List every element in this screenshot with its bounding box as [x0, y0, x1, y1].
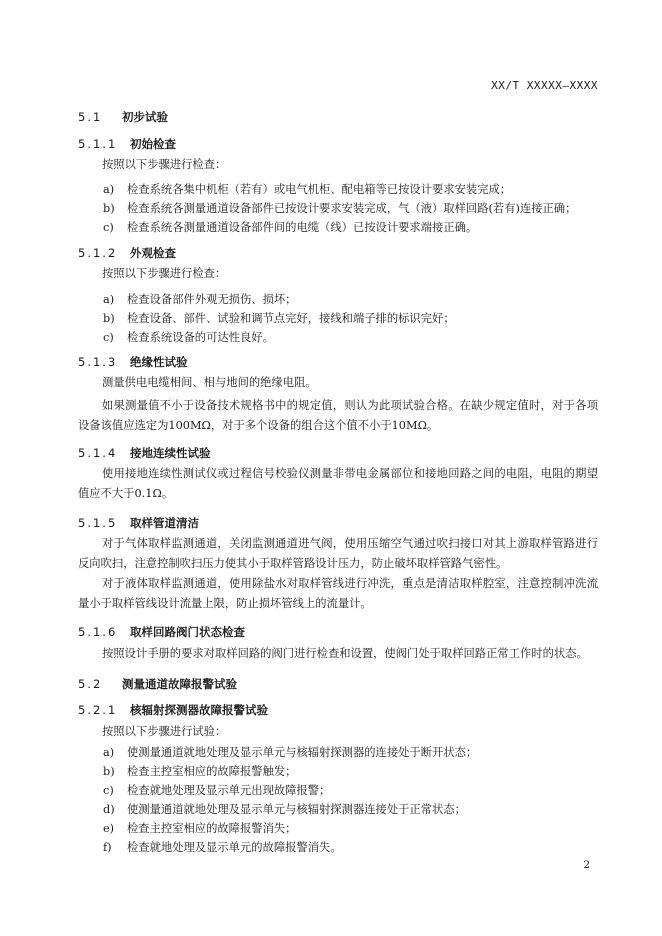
list-item: c) 检查系统各测量通道设备部件间的电缆（线）已按设计要求端接正确。 [103, 221, 478, 234]
list-item: f) 检查就地处理及显示单元的故障报警消失。 [103, 841, 342, 854]
standard-code-header: XX/T XXXXX—XXXX [491, 79, 598, 92]
list-item: a) 检查系统各集中机柜（若有）或电气机柜、配电箱等已按设计要求安装完成； [103, 183, 512, 196]
list-item: b) 检查系统各测量通道设备部件已按设计要求安装完成，气（液）取样回路(若有)连接正确； [103, 202, 577, 215]
paragraph: 测量供电电缆相间、相与地间的绝缘电阻。 [102, 376, 317, 389]
list-item: a) 检查设备部件外观无损伤、损坏； [103, 293, 297, 306]
list-item: a) 使测量通道就地处理及显示单元与核辐射探测器的连接处于断开状态； [103, 746, 478, 759]
heading-5-1-1: 5.1.1 初始检查 [78, 137, 176, 151]
list-item: c) 检查系统设备的可达性良好。 [103, 331, 274, 344]
list-item: b) 检查设备、部件、试验和调节点完好，接线和端子排的标识完好； [103, 312, 455, 325]
heading-5-1-6: 5.1.6 取样回路阀门状态检查 [78, 625, 245, 639]
paragraph-5-1-1-intro: 按照以下步骤进行检查： [102, 158, 227, 171]
list-item: b) 检查主控室相应的故障报警触发； [103, 765, 297, 778]
heading-5-1: 5.1 初步试验 [78, 110, 168, 124]
list-item: c) 检查就地处理及显示单元出现故障报警； [103, 784, 331, 797]
list-item: e) 检查主控室相应的故障报警消失； [103, 822, 297, 835]
paragraph: 使用接地连续性测试仪或过程信号校验仪测量非带电金属部位和接地回路之间的电阻，电阻的期望值应不大于0.1Ω。 [78, 467, 598, 500]
page-number: 2 [583, 859, 590, 871]
heading-5-2: 5.2 测量通道故障报警试验 [78, 677, 237, 691]
heading-5-1-4: 5.1.4 接地连续性试验 [78, 446, 211, 460]
list-item: d) 使测量通道就地处理及显示单元与核辐射探测器连接处于正常状态； [103, 803, 466, 816]
paragraph: 对于液体取样监测通道，使用除盐水对取样管线进行冲洗，重点是清洁取样腔室，注意控制冲洗流量小于取样管线设计流量上限，防止损坏管线上的流量计。 [78, 577, 598, 610]
heading-5-1-5: 5.1.5 取样管道清洁 [78, 516, 199, 530]
heading-5-1-2: 5.1.2 外观检查 [78, 246, 176, 260]
paragraph-5-2-1-intro: 按照以下步骤进行试验： [102, 725, 227, 738]
heading-5-2-1: 5.2.1 核辐射探测器故障报警试验 [78, 703, 268, 717]
paragraph: 按照设计手册的要求对取样回路的阀门进行检查和设置，使阀门处于取样回路正常工作时的状态。 [102, 647, 588, 660]
paragraph-5-1-2-intro: 按照以下步骤进行检查： [102, 267, 227, 280]
paragraph: 如果测量值不小于设备技术规格书中的规定值，则认为此项试验合格。在缺少规定值时，对于各项设备该值应选定为100MΩ，对于多个设备的组合这个值不小于10MΩ。 [78, 399, 598, 432]
heading-5-1-3: 5.1.3 绝缘性试验 [78, 355, 188, 369]
paragraph: 对于气体取样监测通道，关闭监测通道进气阀，使用压缩空气通过吹扫接口对其上游取样管路进行反向吹扫，注意控制吹扫压力使其小于取样管路设计压力，防止破坏取样管路气密性。 [78, 537, 598, 570]
